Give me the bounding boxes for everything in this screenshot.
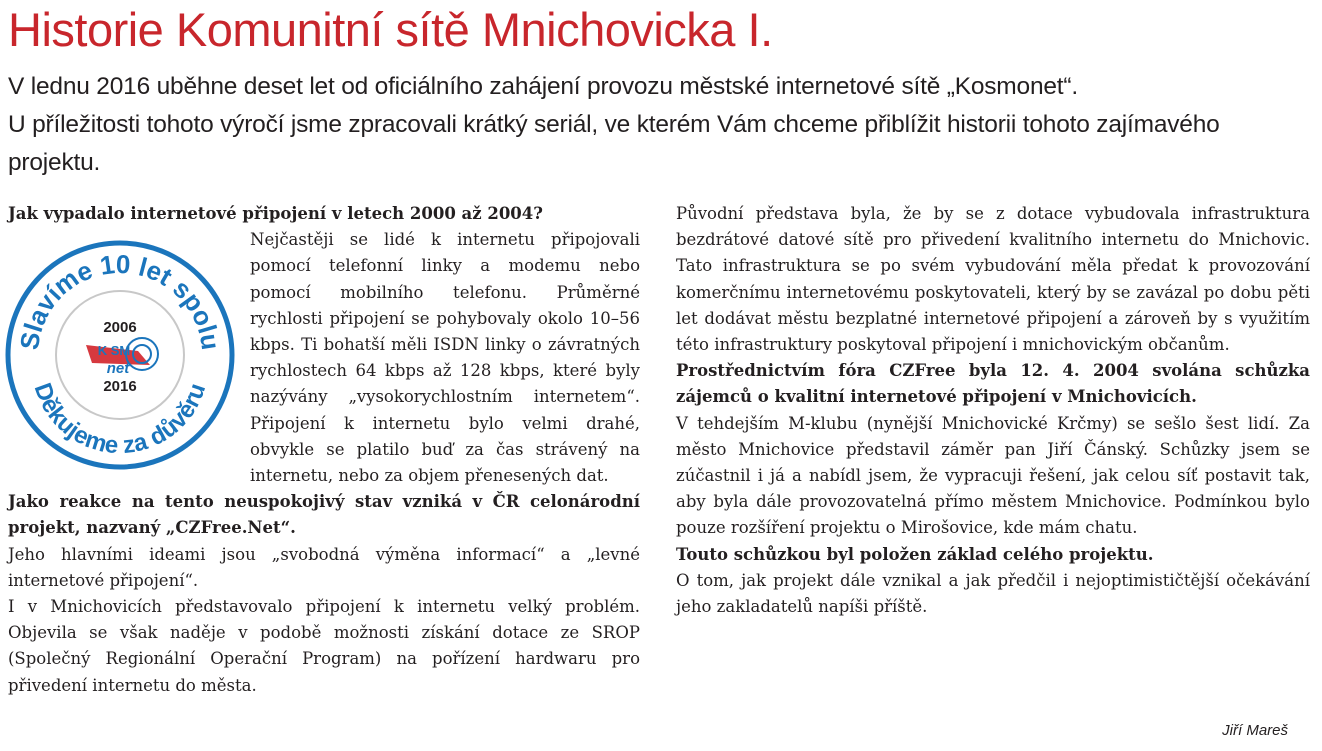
intro-line: V lednu 2016 uběhne deset let od oficiálního zahájení provozu městské internetové sítě „Kosmonet“. [8, 73, 1078, 100]
paragraph: V tehdejším M-klubu (nynější Mnichovické Krčmy) se sešlo šest lidí. Za město Mnichovice představil záměr pan Jiří Čánský. Schůzky jsem se zúčastnil i já a nabídl jsem, že vypracuji řešení, jak celou síť postavit tak, aby byla dále provozovatelná přímo městem Mnichovice. Podmínkou bylo pouze rozšíření projektu o Mirošovice, kde mám chatu. [676, 413, 1310, 538]
paragraph: Nejčastěji se lidé k internetu připojovali pomocí telefonní linky a modemu nebo pomocí mobilního telefonu. Průměrné rychlosti připojení se pohybovaly okolo 10–56 kbps. Ti bohatší měli ISDN linky o závratných rychlostech 64 kbps až 128 kbps, které byly nazývány „vysokorychlostním internetem“. Připojení k internetu bylo velmi drahé, obvykle se platilo buď za čas strávený na internetu, nebo za objem přenesených dat. [250, 230, 640, 486]
paragraph: O tom, jak projekt dále vznikal a jak předčil i nejoptimističtější očekávání jeho zakladatelů napíši příště. [676, 570, 1310, 617]
logo-bottom-text: net [106, 360, 130, 378]
right-column [676, 201, 1310, 620]
badge-top-text: Slavíme 10 let spolu [13, 249, 227, 352]
intro-line: U příležitosti tohoto výročí jsme zpracovali krátký seriál, ve kterém Vám chceme přiblížit historii tohoto zajímavého projektu. [8, 111, 1220, 176]
badge-bottom-text: Děkujeme za důvěru [28, 379, 212, 460]
section-heading: Touto schůzkou byl položen základ celého projektu. [676, 544, 1154, 564]
section-heading: Jak vypadalo internetové připojení v letech 2000 až 2004? [8, 204, 543, 223]
article-title: Historie Komunitní sítě Mnichovicka I. [8, 3, 773, 56]
paragraph: Původní představa byla, že by se z dotace vybudovala infrastruktura bezdrátové datové sítě pro přivedení kvalitního internetu do Mnichovic. Tato infrastruktura se po svém vybudování měla předat k provozování komerčnímu internetovému poskytovateli, který by se zavázal po dobu pěti let dodávat městu bezplatné internetové připojení a zároveň by s využitím této infrastruktury poskytoval připojení i mnichovickým občanům. [676, 204, 1310, 355]
paragraph: Jeho hlavními ideami jsou „svobodná výměna informací“ a „levné internetové připojení“. [8, 544, 640, 590]
author-signature: Jiří Mareš [1222, 722, 1288, 739]
section-heading: Prostřednictvím fóra CZFree byla 12. 4. 2004 svolána schůzka zájemců o kvalitní internetové připojení v Mnichovicích. [676, 361, 1310, 407]
logo-top-text: K SM [97, 343, 131, 359]
paragraph: I v Mnichovicích představovalo připojení k internetu velký problém. Objevila se však naděje v podobě možnosti získání dotace ze SROP (Společný Regionální Operační Program) na pořízení hardwaru pro přivedení internetu do města. [8, 597, 640, 695]
anniversary-badge-graphic [0, 233, 240, 473]
anniversary-badge [0, 227, 244, 477]
article-intro [8, 68, 1308, 182]
badge-year-end: 2016 [103, 378, 137, 396]
badge-year-start: 2006 [103, 319, 137, 337]
left-column [8, 201, 640, 699]
section-heading: Jako reakce na tento neuspokojivý stav vzniká v ČR celonárodní projekt, nazvaný „CZFree.Net“. [8, 492, 640, 538]
